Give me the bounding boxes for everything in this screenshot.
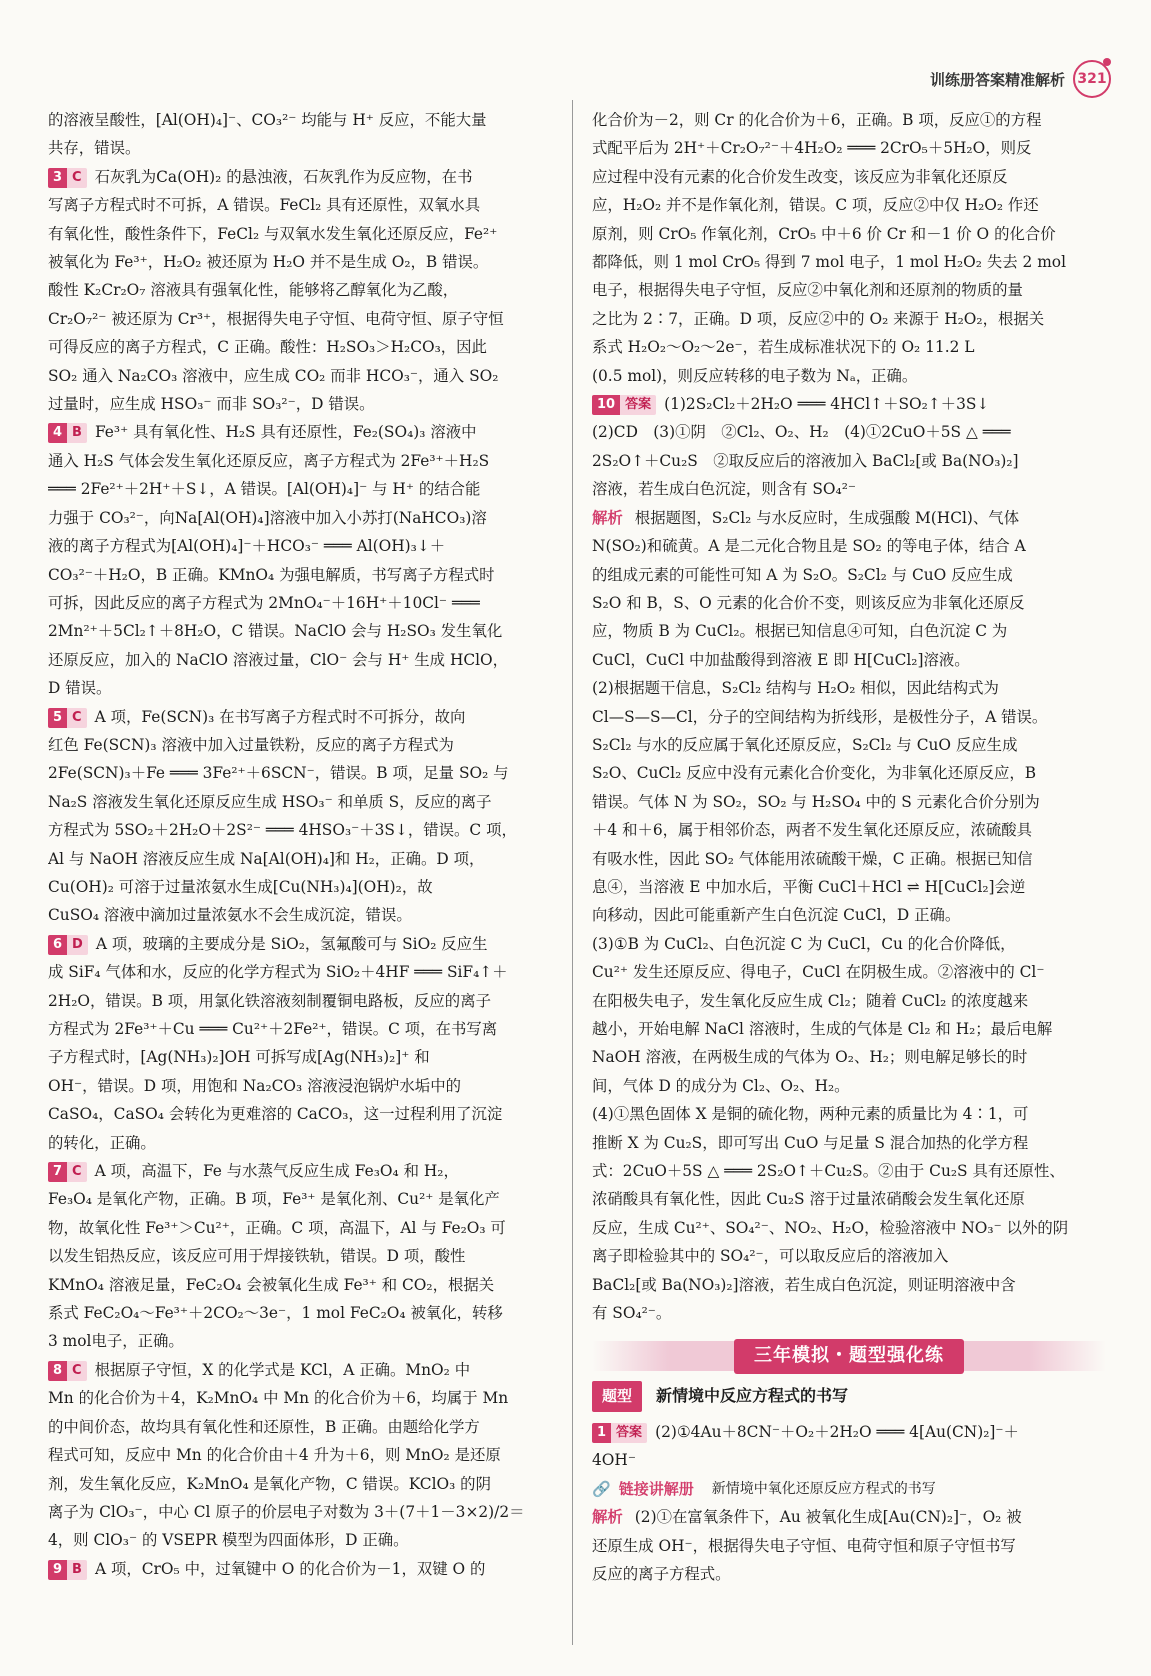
link-text: 新情境中氧化还原反应方程式的书写 xyxy=(711,1480,936,1497)
text-line: ＋4 和＋6，属于相邻价态，两者不发生氧化还原反应，浓硫酸具 xyxy=(592,821,1033,840)
text-line: 2H₂O，错误。B 项，用氯化铁溶液刻制覆铜电路板，反应的离子 xyxy=(48,991,491,1010)
text-line: Cu(OH)₂ 可溶于过量浓氨水生成[Cu(NH₃)₄](OH)₂，故 xyxy=(48,877,433,896)
link-row xyxy=(592,1475,1106,1503)
question-number: 1 xyxy=(592,1423,611,1443)
answer-item-6 xyxy=(48,930,558,1157)
answer-letter: 答案 xyxy=(620,395,656,415)
text-line: 2S₂O↑＋Cu₂S ②取反应后的溶液加入 BaCl₂[或 Ba(NO₃)₂] xyxy=(592,451,1019,470)
analysis-label: 解析 xyxy=(592,1508,623,1527)
text-line: 写离子方程式时不可拆，A 错误。FeCl₂ 具有还原性，双氧水具 xyxy=(48,196,481,215)
text-line: Na₂S 溶液发生氧化还原反应生成 HSO₃⁻ 和单质 S，反应的离子 xyxy=(48,792,492,811)
text-line: 的转化，正确。 xyxy=(48,1133,156,1152)
column-divider xyxy=(572,100,573,1645)
answer-item-10 xyxy=(592,390,1106,504)
text-line: 反应，生成 Cu²⁺、SO₄²⁻、NO₂、H₂O，检验溶液中 NO₃⁻ 以外的阴 xyxy=(592,1218,1069,1237)
answer-letter: 答案 xyxy=(611,1423,647,1443)
text-line: (3)①B 为 CuCl₂、白色沉淀 C 为 CuCl，Cu 的化合价降低， xyxy=(592,934,1016,953)
answer-letter: C xyxy=(67,1162,87,1182)
text-line: (2)根据题干信息，S₂Cl₂ 结构与 H₂O₂ 相似，因此结构式为 xyxy=(592,679,999,698)
text-line: 系式 FeC₂O₄～Fe³⁺＋2CO₂～3e⁻，1 mol FeC₂O₄ 被氧化，转移 xyxy=(48,1304,503,1323)
text-line: 物，故氧化性 Fe³⁺＞Cu²⁺，正确。C 项，高温下，Al 与 Fe₂O₃ 可 xyxy=(48,1218,506,1237)
text-line: 解析 (2)①在富氧条件下，Au 被氧化生成[Au(CN)₂]⁻，O₂ 被 xyxy=(592,1508,1022,1527)
text-line: 9 B A 项，CrO₅ 中，过氧键中 O 的化合价为－1，双键 O 的 xyxy=(48,1555,558,1583)
question-number: 9 xyxy=(48,1560,67,1580)
text-line: 被氧化为 Fe³⁺，H₂O₂ 被还原为 H₂O 并不是生成 O₂，B 错误。 xyxy=(48,253,489,272)
analysis-1 xyxy=(592,1503,1106,1588)
text-line: 4 B Fe³⁺ 具有氧化性、H₂S 具有还原性，Fe₂(SO₄)₃ 溶液中 xyxy=(48,418,558,446)
answer-badge xyxy=(48,1361,87,1381)
text-line: N(SO₂)和硫黄。A 是二元化合物且是 SO₂ 的等电子体，结合 A xyxy=(592,537,1026,556)
text-line: Fe₃O₄ 是氧化产物，正确。B 项，Fe³⁺ 是氧化剂、Cu²⁺ 是氧化产 xyxy=(48,1190,500,1209)
text-line: 在阳极失电子，发生氧化反应生成 Cl₂；随着 CuCl₂ 的浓度越来 xyxy=(592,991,1029,1010)
text-line: 式配平后为 2H⁺＋Cr₂O₇²⁻＋4H₂O₂ ═══ 2CrO₅＋5H₂O，则反 xyxy=(592,139,1032,158)
text-line: 4OH⁻ xyxy=(592,1451,636,1470)
text-line: S₂O 和 B，S、O 元素的化合价不变，则该反应为非氧化还原反 xyxy=(592,593,1025,612)
text-line: 化合价为－2，则 Cr 的化合价为＋6，正确。B 项，反应①的方程 xyxy=(592,111,1042,129)
text-line: 酸性 K₂Cr₂O₇ 溶液具有强氧化性，能够将乙醇氧化为乙酸， xyxy=(48,281,459,300)
answer-item-4 xyxy=(48,418,558,702)
left-column xyxy=(48,106,558,1583)
header-title: 训练册答案精准解析 xyxy=(929,70,1065,89)
text-line: 4，则 ClO₃⁻ 的 VSEPR 模型为四面体形，D 正确。 xyxy=(48,1531,409,1550)
text-line: Cr₂O₇²⁻ 被还原为 Cr³⁺，根据得失电子守恒、电荷守恒、原子守恒 xyxy=(48,309,504,328)
text-line: 过量时，应生成 HSO₃⁻ 而非 SO₃²⁻，D 错误。 xyxy=(48,395,375,414)
text-line: 溶液，若生成白色沉淀，则含有 SO₄²⁻ xyxy=(592,480,856,499)
text-line: 方程式为 5SO₂＋2H₂O＋2S²⁻ ═══ 4HSO₃⁻＋3S↓，错误。C 项， xyxy=(48,821,517,840)
answer-item-8 xyxy=(48,1356,558,1555)
text-line: 应，H₂O₂ 并不是作氧化剂，错误。C 项，反应②中仅 H₂O₂ 作还 xyxy=(592,196,1039,215)
text-line: 都降低，则 1 mol CrO₅ 得到 7 mol 电子，1 mol H₂O₂ 失去 2 mol xyxy=(592,253,1066,272)
text-line: 的组成元素的可能性可知 A 为 S₂O。S₂Cl₂ 与 CuO 反应生成 xyxy=(592,565,1013,584)
text-line: 越小，开始电解 NaCl 溶液时，生成的气体是 Cl₂ 和 H₂；最后电解 xyxy=(592,1020,1053,1038)
text-line: 的溶液呈酸性，[Al(OH)₄]⁻、CO₃²⁻ 均能与 H⁺ 反应，不能大量 xyxy=(48,111,487,129)
answer-letter: C xyxy=(67,708,87,728)
text-line: 6 D A 项，玻璃的主要成分是 SiO₂，氢氟酸可与 SiO₂ 反应生 xyxy=(48,930,558,958)
question-number: 10 xyxy=(592,395,620,415)
text-line: 还原反应，加入的 NaClO 溶液过量，ClO⁻ 会与 H⁺ 生成 HClO， xyxy=(48,650,509,669)
text-line: 10 答案 (1)2S₂Cl₂＋2H₂O ═══ 4HCl↑＋SO₂↑＋3S↓ xyxy=(592,390,1106,418)
answer-letter: B xyxy=(67,1560,87,1580)
question-type-text: 新情境中反应方程式的书写 xyxy=(656,1386,849,1406)
text-line: 红色 Fe(SCN)₃ 溶液中加入过量铁粉，反应的离子方程式为 xyxy=(48,735,454,754)
text-line: 间，气体 D 的成分为 Cl₂、O₂、H₂。 xyxy=(592,1076,850,1095)
text-line: Mn 的化合价为＋4，K₂MnO₄ 中 Mn 的化合价为＋6，均属于 Mn xyxy=(48,1389,509,1408)
link-icon: 🔗 xyxy=(592,1479,611,1498)
text-line: 之比为 2∶7，正确。D 项，反应②中的 O₂ 来源于 H₂O₂，根据关 xyxy=(592,309,1045,328)
answer-badge xyxy=(48,423,87,443)
answer-letter: B xyxy=(67,423,87,443)
text-line: 1 答案 (2)①4Au＋8CN⁻＋O₂＋2H₂O ═══ 4[Au(CN)₂]⁻＋ xyxy=(592,1418,1106,1446)
answer-letter: C xyxy=(67,168,87,188)
answer-badge xyxy=(592,395,656,415)
text-line: 以发生铝热反应，该反应可用于焊接铁轨，错误。D 项，酸性 xyxy=(48,1247,466,1266)
answer-badge xyxy=(592,1423,647,1443)
text-line: 反应的离子方程式。 xyxy=(592,1564,731,1583)
answer-item-9 xyxy=(48,1555,558,1583)
text-line: (4)①黑色固体 X 是铜的硫化物，两种元素的质量比为 4∶1，可 xyxy=(592,1105,1029,1124)
answer-badge xyxy=(48,935,88,955)
text-line: 7 C A 项，高温下，Fe 与水蒸气反应生成 Fe₃O₄ 和 H₂， xyxy=(48,1157,558,1185)
question-number: 4 xyxy=(48,423,67,443)
text-line: Cl—S—S—Cl，分子的空间结构为折线形，是极性分子，A 错误。 xyxy=(592,707,1048,726)
link-label: 链接讲解册 xyxy=(618,1479,694,1498)
answer-badge xyxy=(48,1162,87,1182)
text-line: S₂Cl₂ 与水的反应属于氧化还原反应，S₂Cl₂ 与 CuO 反应生成 xyxy=(592,735,1018,754)
text-line: SO₂ 通入 Na₂CO₃ 溶液中，应生成 CO₂ 而非 HCO₃⁻，通入 SO₂ xyxy=(48,366,499,385)
section-banner xyxy=(592,1341,1106,1371)
text-line: 成 SiF₄ 气体和水，反应的化学方程式为 SiO₂＋4HF ═══ SiF₄↑＋ xyxy=(48,963,508,982)
text-line: Al 与 NaOH 溶液反应生成 Na[Al(OH)₄]和 H₂，正确。D 项， xyxy=(48,849,485,868)
text-line: 程式可知，反应中 Mn 的化合价由＋4 升为＋6，则 MnO₂ 是还原 xyxy=(48,1446,501,1465)
text-line: 解析 根据题图，S₂Cl₂ 与水反应时，生成强酸 M(HCl)、气体 xyxy=(592,508,1020,527)
text-line: CaSO₄，CaSO₄ 会转化为更难溶的 CaCO₃，这一过程利用了沉淀 xyxy=(48,1105,503,1124)
right-column xyxy=(592,106,1106,1588)
text-line: KMnO₄ 溶液足量，FeC₂O₄ 会被氧化生成 Fe³⁺ 和 CO₂，根据关 xyxy=(48,1275,495,1294)
text-line: 向移动，因此可能重新产生白色沉淀 CuCl，D 正确。 xyxy=(592,906,961,925)
text-line: 方程式为 2Fe³⁺＋Cu ═══ Cu²⁺＋2Fe²⁺，错误。C 项，在书写离 xyxy=(48,1020,498,1038)
text-line: 系式 H₂O₂～O₂～2e⁻，若生成标准状况下的 O₂ 11.2 L xyxy=(592,338,975,357)
page-header xyxy=(930,60,1111,98)
text-line: CuCl，CuCl 中加盐酸得到溶液 E 即 H[CuCl₂]溶液。 xyxy=(592,650,970,669)
text-line: 电子，根据得失电子守恒，反应②中氧化剂和还原剂的物质的量 xyxy=(592,281,1023,300)
text-line: BaCl₂[或 Ba(NO₃)₂]溶液，若生成白色沉淀，则证明溶液中含 xyxy=(592,1275,1016,1294)
section-title: 三年模拟・题型强化练 xyxy=(734,1339,964,1373)
answer-letter: C xyxy=(67,1361,87,1381)
text-line: 3 C 石灰乳为Ca(OH)₂ 的悬浊液，石灰乳作为反应物，在书 xyxy=(48,163,558,191)
text-line: OH⁻，错误。D 项，用饱和 Na₂CO₃ 溶液浸泡锅炉水垢中的 xyxy=(48,1076,461,1095)
text-line: 原剂，则 CrO₅ 作氧化剂，CrO₅ 中＋6 价 Cr 和－1 价 O 的化合价 xyxy=(592,224,1056,243)
text-line: 通入 H₂S 气体会发生氧化还原反应，离子方程式为 2Fe³⁺＋H₂S xyxy=(48,451,490,470)
text-line: S₂O、CuCl₂ 反应中没有元素化合价变化，为非氧化还原反应，B xyxy=(592,764,1037,783)
answer-badge xyxy=(48,1560,87,1580)
text-line: 的中间价态，故均具有氧化性和还原性，B 正确。由题给化学方 xyxy=(48,1417,480,1436)
answer-item-7 xyxy=(48,1157,558,1356)
question-type-row xyxy=(592,1381,1106,1411)
answer-letter: D xyxy=(67,935,88,955)
text-line: 2Mn²⁺＋5Cl₂↑＋8H₂O，C 错误。NaClO 会与 H₂SO₃ 发生氧化 xyxy=(48,622,503,641)
text-line: 5 C A 项，Fe(SCN)₃ 在书写离子方程式时不可拆分，故向 xyxy=(48,703,558,731)
text-line: 力强于 CO₃²⁻，向Na[Al(OH)₄]溶液中加入小苏打(NaHCO₃)溶 xyxy=(48,508,487,527)
question-number: 5 xyxy=(48,708,67,728)
text-line: 推断 X 为 Cu₂S，即可写出 CuO 与足量 S 混合加热的化学方程 xyxy=(592,1133,1029,1152)
text-line: 应过程中没有元素的化合价发生改变，该反应为非氧化还原反 xyxy=(592,167,1008,186)
continued-paragraph xyxy=(592,106,1106,390)
text-line: 有 SO₄²⁻。 xyxy=(592,1304,672,1323)
answer-badge xyxy=(48,708,87,728)
question-number: 6 xyxy=(48,935,67,955)
text-line: NaOH 溶液，在两极生成的气体为 O₂、H₂；则电解足够长的时 xyxy=(592,1048,1028,1067)
text-line: (2)CD (3)①阴 ②Cl₂、O₂、H₂ (4)①2CuO＋5S △ ═══ xyxy=(592,423,1011,442)
text-line: 液的离子方程式为[Al(OH)₄]⁻＋HCO₃⁻ ═══ Al(OH)₃↓＋ xyxy=(48,537,446,556)
answer-item-3 xyxy=(48,163,558,419)
text-line: 还原生成 OH⁻，根据得失电子守恒、电荷守恒和原子守恒书写 xyxy=(592,1536,1016,1555)
text-line: 式：2CuO＋5S △ ═══ 2S₂O↑＋Cu₂S。②由于 Cu₂S 具有还原性、 xyxy=(592,1162,1065,1181)
text-line: 3 mol电子，正确。 xyxy=(48,1332,184,1351)
text-line: D 错误。 xyxy=(48,679,112,698)
intro-paragraph xyxy=(48,106,558,163)
text-line: Cu²⁺ 发生还原反应、得电子，CuCl 在阴极生成。②溶液中的 Cl⁻ xyxy=(592,963,1045,982)
text-line: 子方程式时，[Ag(NH₃)₂]OH 可拆写成[Ag(NH₃)₂]⁺ 和 xyxy=(48,1048,430,1067)
text-line: 共存，错误。 xyxy=(48,139,141,158)
text-line: 剂，发生氧化反应，K₂MnO₄ 是氧化产物，C 错误。KClO₃ 的阴 xyxy=(48,1474,491,1493)
text-line: ═══ 2Fe²⁺＋2H⁺＋S↓，A 错误。[Al(OH)₄]⁻ 与 H⁺ 的结合能 xyxy=(48,480,481,499)
analysis-10 xyxy=(592,504,1106,1328)
question-type-tag: 题型 xyxy=(592,1381,642,1411)
text-line: 应，物质 B 为 CuCl₂。根据已知信息④可知，白色沉淀 C 为 xyxy=(592,622,1008,641)
text-line: 8 C 根据原子守恒，X 的化学式是 KCl，A 正确。MnO₂ 中 xyxy=(48,1356,558,1384)
text-line: 离子为 ClO₃⁻，中心 Cl 原子的价层电子对数为 3＋(7＋1－3×2)/2＝ xyxy=(48,1502,525,1521)
text-line: 错误。气体 N 为 SO₂，SO₂ 与 H₂SO₄ 中的 S 元素化合价分别为 xyxy=(592,792,1040,811)
text-line: 浓硝酸具有氧化性，因此 Cu₂S 溶于过量浓硝酸会发生氧化还原 xyxy=(592,1190,1025,1209)
text-line: 可拆，因此反应的离子方程式为 2MnO₄⁻＋16H⁺＋10Cl⁻ ═══ xyxy=(48,593,480,612)
question-number: 3 xyxy=(48,168,67,188)
text-line: CO₃²⁻＋H₂O，B 正确。KMnO₄ 为强电解质，书写离子方程式时 xyxy=(48,565,495,584)
text-line: 有吸水性，因此 SO₂ 气体能用浓硫酸干燥，C 正确。根据已知信 xyxy=(592,849,1033,868)
page-number: 321 xyxy=(1073,60,1111,98)
text-line: 可得反应的离子方程式，C 正确。酸性：H₂SO₃＞H₂CO₃，因此 xyxy=(48,338,487,357)
text-line: CuSO₄ 溶液中滴加过量浓氨水不会生成沉淀，错误。 xyxy=(48,906,412,925)
text-line: 离子即检验其中的 SO₄²⁻，可以取反应后的溶液加入 xyxy=(592,1247,949,1266)
text-line: 息④，当溶液 E 中加水后，平衡 CuCl＋HCl ⇌ H[CuCl₂]会逆 xyxy=(592,877,1026,896)
text-line: 有氧化性，酸性条件下，FeCl₂ 与双氧水发生氧化还原反应，Fe²⁺ xyxy=(48,224,498,243)
text-line: 2Fe(SCN)₃＋Fe ═══ 3Fe²⁺＋6SCN⁻，错误。B 项，足量 SO₂ 与 xyxy=(48,764,509,783)
question-number: 8 xyxy=(48,1361,67,1381)
answer-badge xyxy=(48,168,87,188)
question-number: 7 xyxy=(48,1162,67,1182)
analysis-label: 解析 xyxy=(592,508,623,527)
answer-item-1 xyxy=(592,1418,1106,1475)
text-line: (0.5 mol)，则反应转移的电子数为 Nₐ，正确。 xyxy=(592,366,918,385)
answer-item-5 xyxy=(48,703,558,930)
